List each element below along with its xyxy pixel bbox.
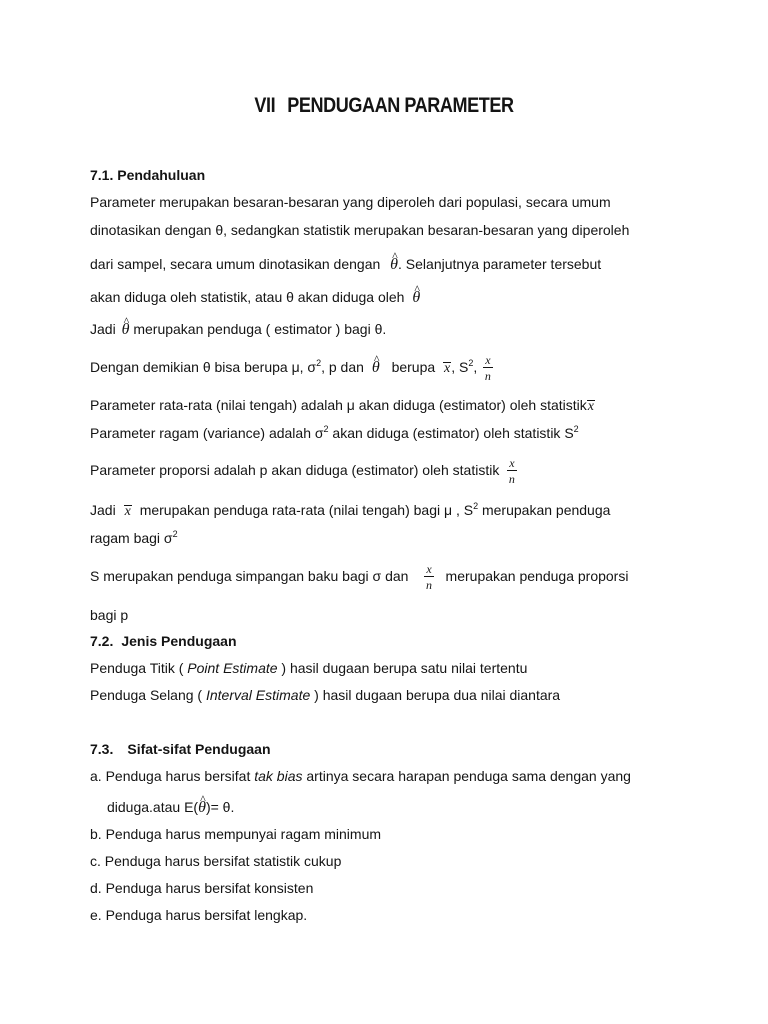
chapter-title: PENDUGAAN PARAMETER [287, 94, 514, 117]
fraction-numerator: x [509, 456, 515, 471]
theta-hat-symbol: ^ θ [372, 361, 380, 375]
superscript: 2 [323, 424, 329, 434]
paragraph-line [90, 396, 728, 414]
text-run: , p dan [321, 359, 364, 375]
paragraph-line [90, 560, 728, 592]
text-run: akan diduga (estimator) oleh statistik S [328, 425, 574, 441]
list-item-d: d. Penduga harus bersifat konsisten [90, 880, 314, 896]
text-run: Parameter ragam (variance) adalah σ [90, 425, 324, 441]
text-run: Parameter rata-rata (nilai tengah) adalah μ akan diduga (estimator) oleh statistik [90, 397, 587, 413]
heading-text: Sifat-sifat Pendugaan [127, 741, 271, 757]
text-run: merupakan penduga proporsi [445, 568, 629, 584]
x-over-n-fraction [507, 457, 516, 485]
x-over-n-fraction [424, 563, 433, 591]
paragraph-line [90, 352, 728, 382]
theta-hat-symbol: ^ θ [412, 291, 420, 305]
x-bar-symbol: x [587, 399, 594, 414]
superscript: 2 [573, 424, 579, 434]
text-run: . Selanjutnya parameter tersebut [398, 256, 602, 272]
text-run: ragam bagi σ [90, 530, 173, 546]
list-item-e: e. Penduga harus bersifat lengkap. [90, 907, 308, 923]
paragraph-line [90, 455, 728, 485]
x-over-n-fraction [483, 354, 492, 382]
italic-term: tak bias [254, 768, 303, 784]
text-run: S merupakan penduga simpangan baku bagi σ dan [90, 568, 409, 584]
fraction-numerator: x [426, 562, 432, 577]
text-run: dari sampel, secara umum dinotasikan dengan [90, 256, 381, 272]
superscript: 2 [473, 501, 479, 511]
theta-hat-symbol: ^ θ [390, 258, 398, 272]
paragraph-line [90, 320, 728, 338]
superscript: 2 [316, 358, 322, 368]
superscript: 2 [172, 529, 178, 539]
section-heading-7-3 [90, 740, 728, 758]
text-run: akan diduga oleh statistik, atau θ akan diduga oleh [90, 289, 405, 305]
text-run: ) hasil dugaan berupa dua nilai diantara [310, 687, 561, 703]
superscript: 2 [468, 358, 474, 368]
text-run: berupa [391, 359, 436, 375]
paragraph-line: bagi p [90, 607, 129, 623]
text-run: merupakan penduga ( estimator ) bagi θ. [133, 321, 387, 337]
fraction-denominator: n [425, 578, 432, 593]
paragraph-line: Parameter merupakan besaran-besaran yang diperoleh dari populasi, secara umum [90, 194, 611, 210]
text-run: Penduga Titik ( [90, 660, 188, 676]
fraction-denominator: n [508, 472, 515, 487]
text-run: Penduga Selang ( [90, 687, 206, 703]
paragraph-line [90, 288, 728, 306]
heading-text: Jenis Pendugaan [121, 633, 237, 649]
text-run: Parameter proporsi adalah p akan diduga (estimator) oleh statistik [90, 462, 500, 478]
theta-hat-symbol: ^ θ [122, 323, 130, 337]
paragraph-line [90, 659, 728, 677]
italic-term: Point Estimate [187, 660, 278, 676]
text-run: , S [451, 359, 469, 375]
paragraph-line [90, 686, 728, 704]
paragraph-line [90, 529, 728, 547]
text-run: diduga.atau E( [107, 799, 199, 815]
section-heading-7-1: 7.1. Pendahuluan [90, 167, 206, 183]
paragraph-line: dinotasikan dengan θ, sedangkan statistik merupakan besaran-besaran yang diperoleh [90, 222, 630, 238]
list-item-b: b. Penduga harus mempunyai ragam minimum [90, 826, 382, 842]
text-run: merupakan penduga rata-rata (nilai tengah) bagi μ , S [139, 502, 474, 518]
italic-term: Interval Estimate [205, 687, 311, 703]
paragraph-line [90, 501, 728, 519]
chapter-number: VII [254, 94, 276, 117]
page-title [54, 94, 714, 118]
text-run: Dengan demikian θ bisa berupa μ, σ [90, 359, 317, 375]
fraction-numerator: x [485, 353, 491, 368]
text-run: , [473, 359, 478, 375]
heading-number: 7.2. [90, 633, 114, 649]
x-bar-symbol: x [124, 504, 131, 519]
list-item-a [90, 767, 728, 785]
heading-number: 7.3. [90, 741, 114, 757]
theta-hat-symbol: ^ θ [198, 801, 206, 815]
text-run: )= θ. [205, 799, 235, 815]
text-run: artinya secara harapan penduga sama dengan yang [302, 768, 631, 784]
text-run: Jadi [90, 321, 116, 337]
text-run: Jadi [90, 502, 116, 518]
text-run: merupakan penduga [478, 502, 611, 518]
fraction-denominator: n [484, 369, 491, 384]
text-run: a. Penduga harus bersifat [90, 768, 255, 784]
paragraph-line [90, 424, 728, 442]
list-item-c: c. Penduga harus bersifat statistik cukup [90, 853, 342, 869]
text-run: ) hasil dugaan berupa satu nilai tertentu [277, 660, 528, 676]
paragraph-line [90, 255, 728, 273]
section-heading-7-2 [90, 632, 728, 650]
x-bar-symbol: x [444, 361, 451, 376]
list-item-a-continued [107, 798, 728, 816]
